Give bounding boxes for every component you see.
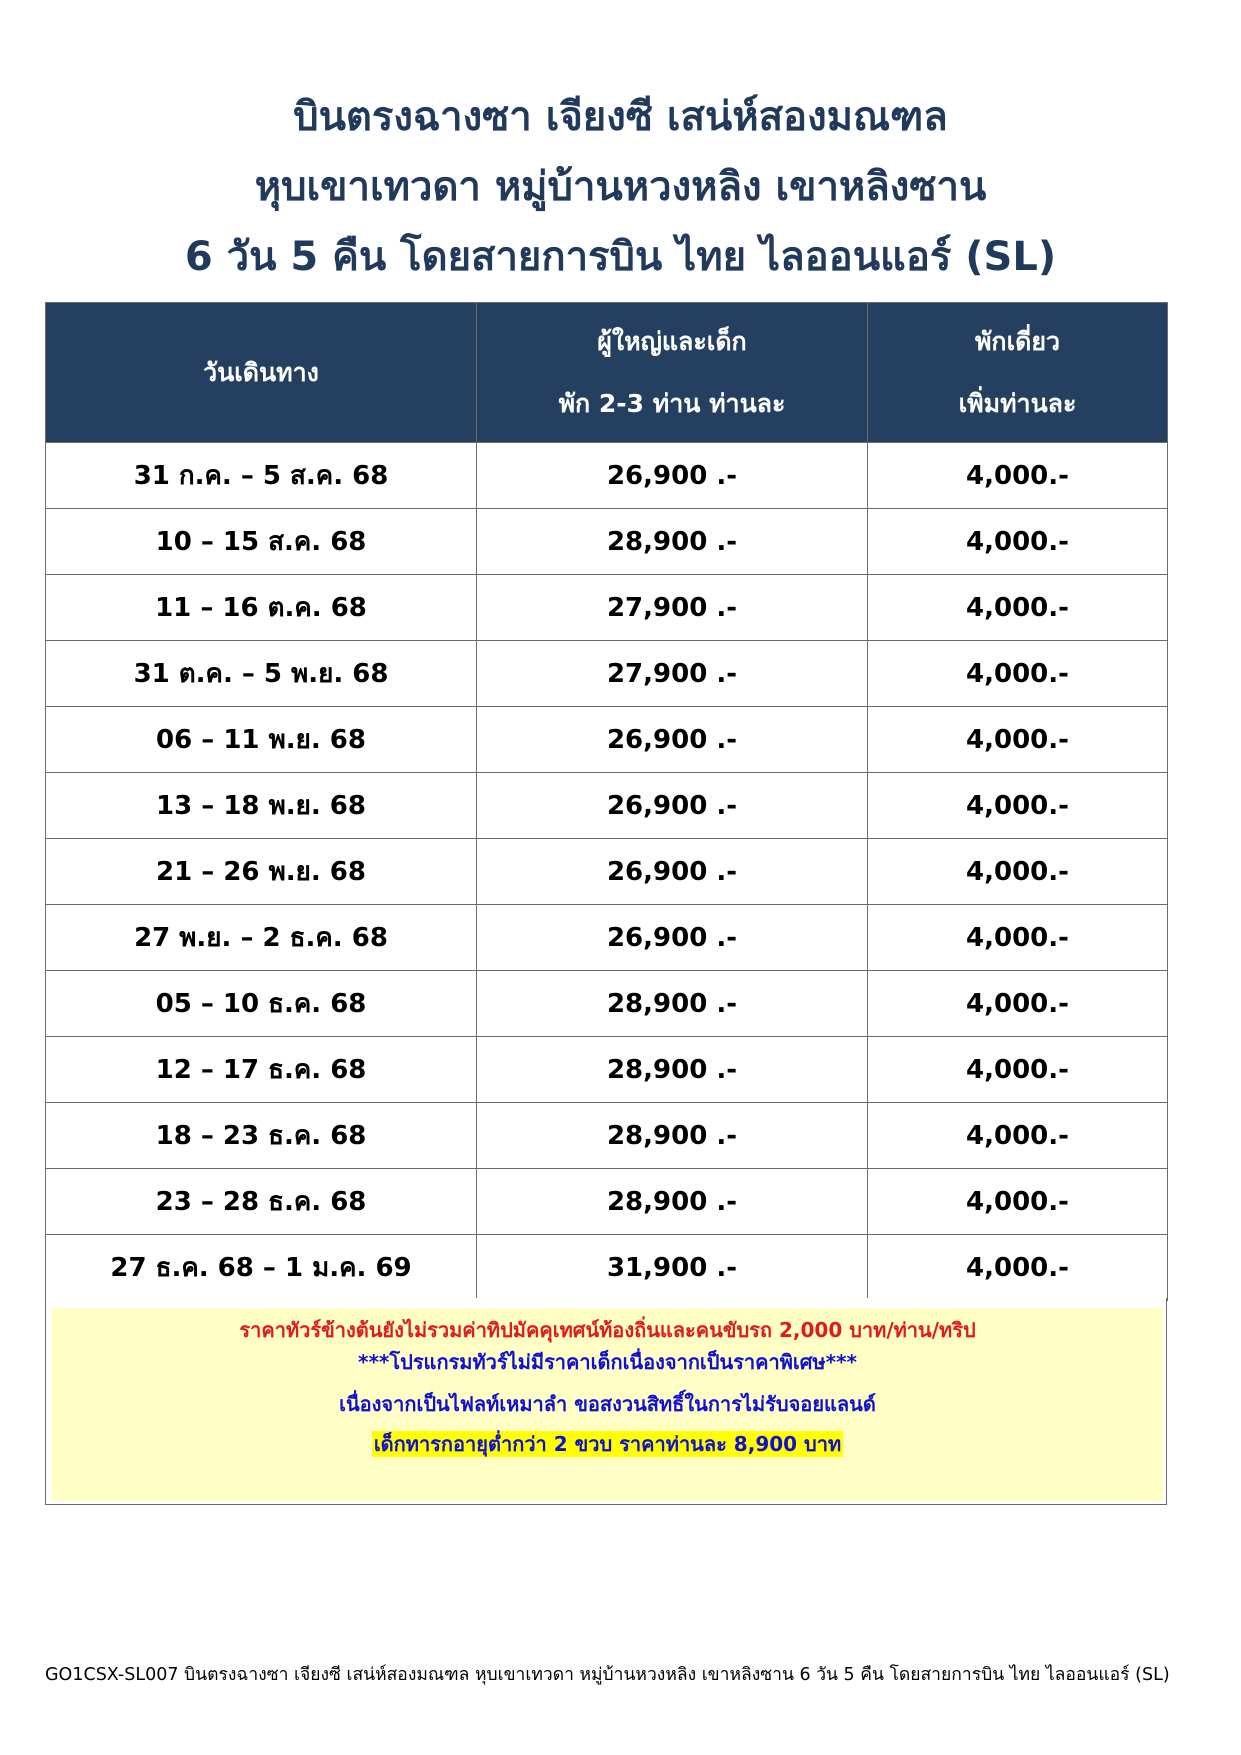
cell-adult-price: 28,900 .- bbox=[477, 509, 868, 575]
header-travel-date bbox=[46, 303, 477, 443]
header-adult-child-label-1: ผู้ใหญ่และเด็ก bbox=[597, 326, 747, 356]
notes-highlight-area bbox=[52, 1308, 1163, 1501]
table-row bbox=[46, 1235, 1168, 1301]
header-single-label-1: พักเดี่ยว bbox=[974, 326, 1061, 356]
table-row bbox=[46, 707, 1168, 773]
title-line-3: 6 วัน 5 คืน โดยสายการบิน ไทย ไลออนแอร์ (SL) bbox=[184, 234, 1057, 280]
table-row bbox=[46, 1169, 1168, 1235]
table-row bbox=[46, 773, 1168, 839]
cell-travel-date: 31 ก.ค. – 5 ส.ค. 68 bbox=[46, 443, 477, 509]
cell-travel-date: 21 – 26 พ.ย. 68 bbox=[46, 839, 477, 905]
cell-travel-date: 13 – 18 พ.ย. 68 bbox=[46, 773, 477, 839]
cell-single-supplement: 4,000.- bbox=[868, 1235, 1168, 1301]
cell-adult-price: 27,900 .- bbox=[477, 575, 868, 641]
cell-adult-price: 27,900 .- bbox=[477, 641, 868, 707]
notes-box bbox=[45, 1298, 1167, 1505]
table-row bbox=[46, 1037, 1168, 1103]
header-single-supplement bbox=[868, 303, 1168, 443]
table-row bbox=[46, 575, 1168, 641]
table-row bbox=[46, 971, 1168, 1037]
cell-single-supplement: 4,000.- bbox=[868, 971, 1168, 1037]
header-single-label-2: เพิ่มท่านละ bbox=[958, 388, 1077, 418]
cell-single-supplement: 4,000.- bbox=[868, 641, 1168, 707]
cell-travel-date: 31 ต.ค. – 5 พ.ย. 68 bbox=[46, 641, 477, 707]
table-row bbox=[46, 839, 1168, 905]
cell-adult-price: 28,900 .- bbox=[477, 971, 868, 1037]
cell-travel-date: 12 – 17 ธ.ค. 68 bbox=[46, 1037, 477, 1103]
cell-single-supplement: 4,000.- bbox=[868, 905, 1168, 971]
footer-program-code: GO1CSX-SL007 บินตรงฉางซา เจียงซี เสน่ห์สองมณฑล หุบเขาเทวดา หมู่บ้านหวงหลิง เขาหลิงซาน 6 วัน 5 คืน โดยสายการบิน ไทย ไลออนแอร์ (SL) bbox=[45, 1665, 1170, 1685]
cell-single-supplement: 4,000.- bbox=[868, 1037, 1168, 1103]
cell-adult-price: 26,900 .- bbox=[477, 773, 868, 839]
cell-adult-price: 26,900 .- bbox=[477, 443, 868, 509]
cell-single-supplement: 4,000.- bbox=[868, 1103, 1168, 1169]
note-tip-excluded: ราคาทัวร์ข้างต้นยังไม่รวมค่าทิปมัคคุเทศน์ท้องถิ่นและคนขับรถ 2,000 บาท/ท่าน/ทริป bbox=[239, 1318, 976, 1342]
header-adult-child-label-2: พัก 2-3 ท่าน ท่านละ bbox=[558, 388, 786, 418]
cell-adult-price: 26,900 .- bbox=[477, 707, 868, 773]
note-no-child-price: ***โปรแกรมทัวร์ไม่มีราคาเด็กเนื่องจากเป็นราคาพิเศษ*** bbox=[358, 1350, 857, 1374]
cell-travel-date: 23 – 28 ธ.ค. 68 bbox=[46, 1169, 477, 1235]
cell-single-supplement: 4,000.- bbox=[868, 773, 1168, 839]
cell-single-supplement: 4,000.- bbox=[868, 707, 1168, 773]
cell-travel-date: 18 – 23 ธ.ค. 68 bbox=[46, 1103, 477, 1169]
cell-adult-price: 28,900 .- bbox=[477, 1037, 868, 1103]
cell-single-supplement: 4,000.- bbox=[868, 509, 1168, 575]
note-no-join-land: เนื่องจากเป็นไฟลท์เหมาลำ ขอสงวนสิทธิ์ในการไม่รับจอยแลนด์ bbox=[339, 1392, 876, 1416]
header-adult-child-price bbox=[477, 303, 868, 443]
cell-travel-date: 27 พ.ย. – 2 ธ.ค. 68 bbox=[46, 905, 477, 971]
table-row bbox=[46, 443, 1168, 509]
cell-single-supplement: 4,000.- bbox=[868, 443, 1168, 509]
cell-adult-price: 26,900 .- bbox=[477, 905, 868, 971]
cell-adult-price: 28,900 .- bbox=[477, 1169, 868, 1235]
header-travel-date-label: วันเดินทาง bbox=[203, 357, 319, 387]
table-row bbox=[46, 509, 1168, 575]
cell-travel-date: 05 – 10 ธ.ค. 68 bbox=[46, 971, 477, 1037]
cell-travel-date: 06 – 11 พ.ย. 68 bbox=[46, 707, 477, 773]
cell-travel-date: 27 ธ.ค. 68 – 1 ม.ค. 69 bbox=[46, 1235, 477, 1301]
note-infant-price: เด็กทารกอายุต่ำกว่า 2 ขวบ ราคาท่านละ 8,900 บาท bbox=[373, 1432, 842, 1456]
cell-single-supplement: 4,000.- bbox=[868, 1169, 1168, 1235]
cell-single-supplement: 4,000.- bbox=[868, 575, 1168, 641]
cell-single-supplement: 4,000.- bbox=[868, 839, 1168, 905]
table-row bbox=[46, 1103, 1168, 1169]
cell-travel-date: 11 – 16 ต.ค. 68 bbox=[46, 575, 477, 641]
cell-adult-price: 28,900 .- bbox=[477, 1103, 868, 1169]
table-row bbox=[46, 905, 1168, 971]
table-row bbox=[46, 641, 1168, 707]
document-title bbox=[0, 82, 1241, 292]
table-header-row bbox=[46, 303, 1168, 443]
title-line-2: หุบเขาเทวดา หมู่บ้านหวงหลิง เขาหลิงซาน bbox=[254, 164, 987, 210]
cell-adult-price: 26,900 .- bbox=[477, 839, 868, 905]
cell-travel-date: 10 – 15 ส.ค. 68 bbox=[46, 509, 477, 575]
title-line-1: บินตรงฉางซา เจียงซี เสน่ห์สองมณฑล bbox=[293, 94, 948, 140]
cell-adult-price: 31,900 .- bbox=[477, 1235, 868, 1301]
note-infant-price-wrap bbox=[52, 1428, 1163, 1460]
price-table bbox=[45, 302, 1168, 1301]
